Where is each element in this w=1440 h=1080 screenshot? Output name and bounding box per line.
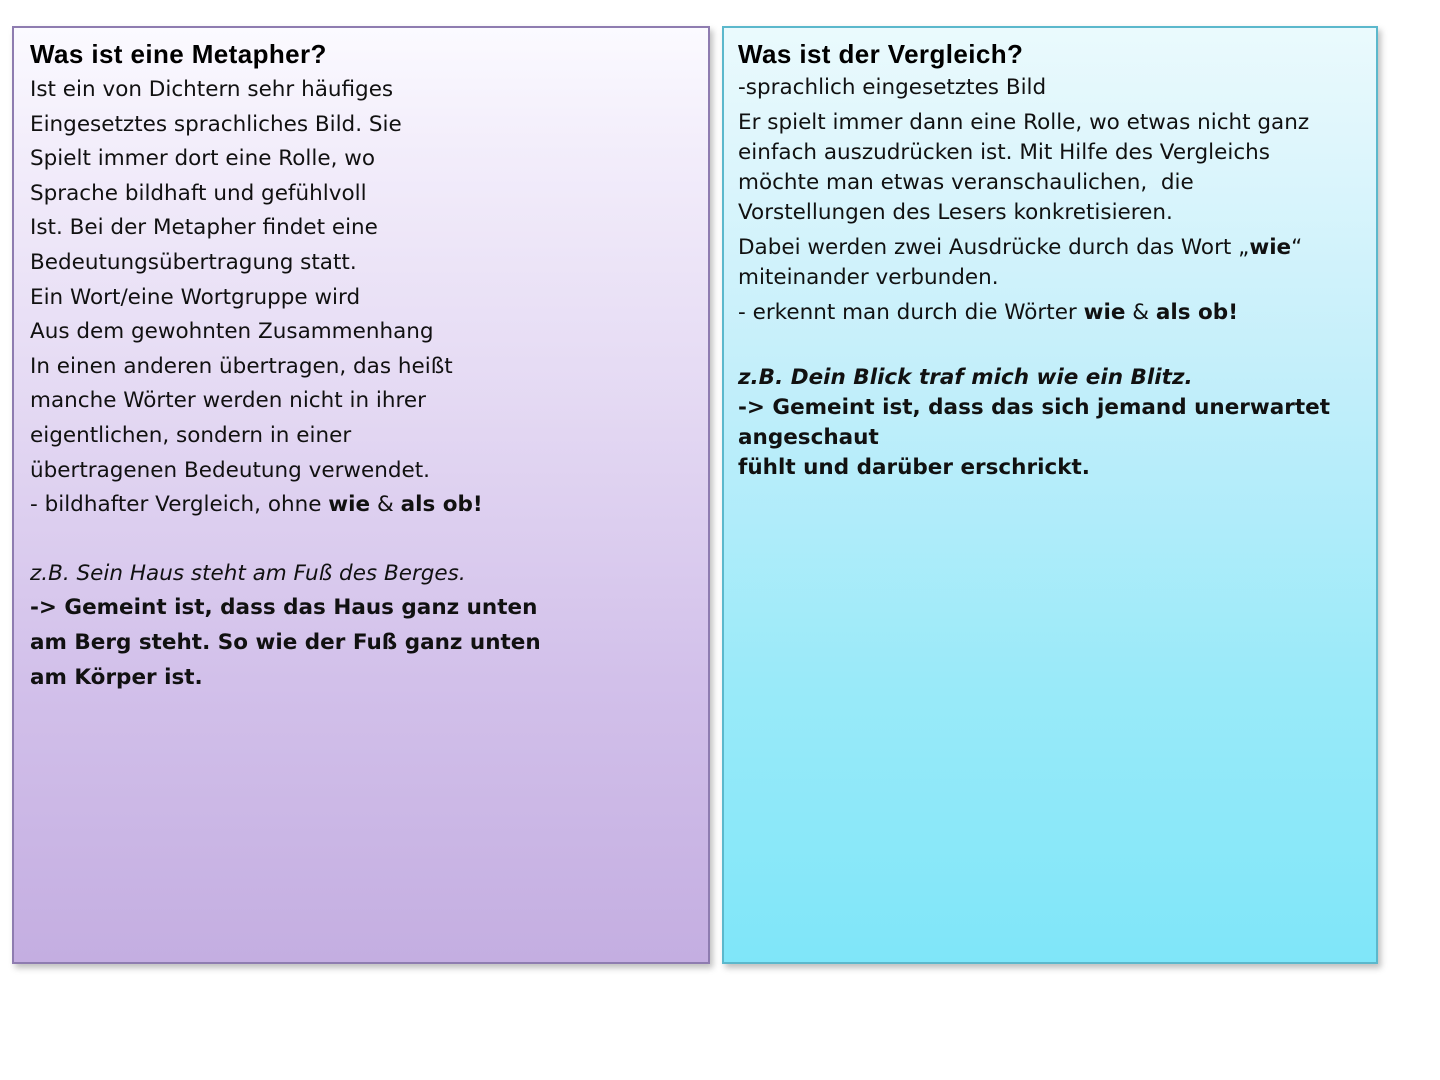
- metaphor-recognition-conjunction: &: [370, 492, 401, 518]
- metaphor-line-4: Sprache bildhaft und gefühlvoll: [30, 180, 367, 206]
- metaphor-line-12: übertragenen Bedeutung verwendet.: [30, 457, 430, 483]
- comparison-p2-line-2: miteinander verbunden.: [738, 265, 999, 291]
- comparison-p1-line-2: einfach auszudrücken ist. Mit Hilfe des Vergleichs: [738, 140, 1270, 166]
- metaphor-line-5: Ist. Bei der Metapher findet eine: [30, 215, 378, 241]
- comparison-keyword-wie-quoted: wie: [1249, 235, 1292, 261]
- comparison-p2-line-1: [738, 233, 1362, 263]
- comparison-p2-prefix: Dabei werden zwei Ausdrücke durch das Wort „: [738, 235, 1250, 261]
- comparison-subtitle: -sprachlich eingesetztes Bild: [738, 75, 1047, 101]
- comparison-p1-line-3: möchte man etwas veranschaulichen, die: [738, 170, 1194, 196]
- comparison-explanation-line-1: -> Gemeint ist, dass das sich jemand unerwartet: [738, 395, 1330, 421]
- metaphor-recognition-prefix: - bildhafter Vergleich, ohne: [30, 492, 329, 518]
- metaphor-heading: Was ist eine Metapher?: [30, 39, 327, 69]
- metaphor-keyword-wie: wie: [328, 492, 371, 518]
- comparison-heading: Was ist der Vergleich?: [738, 39, 1024, 69]
- metaphor-line-11: eigentlichen, sondern in einer: [30, 423, 352, 449]
- metaphor-line-3: Spielt immer dort eine Rolle, wo: [30, 146, 375, 172]
- comparison-panel: [722, 26, 1378, 964]
- comparison-blank-line: [738, 333, 1362, 363]
- comparison-recognition-prefix: - erkennt man durch die Wörter: [738, 300, 1084, 326]
- comparison-p2-suffix: “: [1291, 235, 1303, 261]
- metaphor-example-label: z.B. Sein Haus steht am Fuß des Berges.: [30, 560, 466, 586]
- metaphor-explanation-line-3: am Körper ist.: [30, 664, 203, 690]
- metaphor-explanation-line-2: am Berg steht. So wie der Fuß ganz unten: [30, 630, 541, 656]
- metaphor-explanation-line-1: -> Gemeint ist, dass das Haus ganz unten: [30, 595, 538, 621]
- metaphor-line-1: Ist ein von Dichtern sehr häufiges: [30, 77, 394, 103]
- comparison-keyword-wie: wie: [1083, 300, 1126, 326]
- metaphor-line-6: Bedeutungsübertragung statt.: [30, 250, 357, 276]
- comparison-explanation-line-3: fühlt und darüber erschrickt.: [738, 455, 1090, 481]
- comparison-recognition-conjunction: &: [1125, 300, 1156, 326]
- comparison-paragraph-2: [738, 233, 1362, 293]
- metaphor-panel: [12, 26, 710, 964]
- metaphor-line-9: In einen anderen übertragen, das heißt: [30, 353, 453, 379]
- comparison-recognition-line: [738, 298, 1362, 328]
- comparison-keyword-alsob: als ob!: [1155, 300, 1239, 326]
- metaphor-line-10: manche Wörter werden nicht in ihrer: [30, 388, 426, 414]
- metaphor-line-8: Aus dem gewohnten Zusammenhang: [30, 319, 434, 345]
- comparison-p1-line-1: Er spielt immer dann eine Rolle, wo etwas nicht ganz: [738, 110, 1310, 136]
- metaphor-blank-line: [30, 523, 692, 557]
- comparison-example-label: z.B. Dein Blick traf mich wie ein Blitz.: [738, 365, 1193, 391]
- metaphor-recognition-line: [30, 488, 692, 523]
- comparison-explanation-line-2: angeschaut: [738, 425, 879, 451]
- metaphor-line-7: Ein Wort/eine Wortgruppe wird: [30, 284, 361, 310]
- metaphor-keyword-alsob: als ob!: [400, 492, 483, 518]
- metaphor-line-2: Eingesetztes sprachliches Bild. Sie: [30, 111, 402, 137]
- comparison-p1-line-4: Vorstellungen des Lesers konkretisieren.: [738, 200, 1173, 226]
- comparison-paragraph-1: [738, 108, 1362, 228]
